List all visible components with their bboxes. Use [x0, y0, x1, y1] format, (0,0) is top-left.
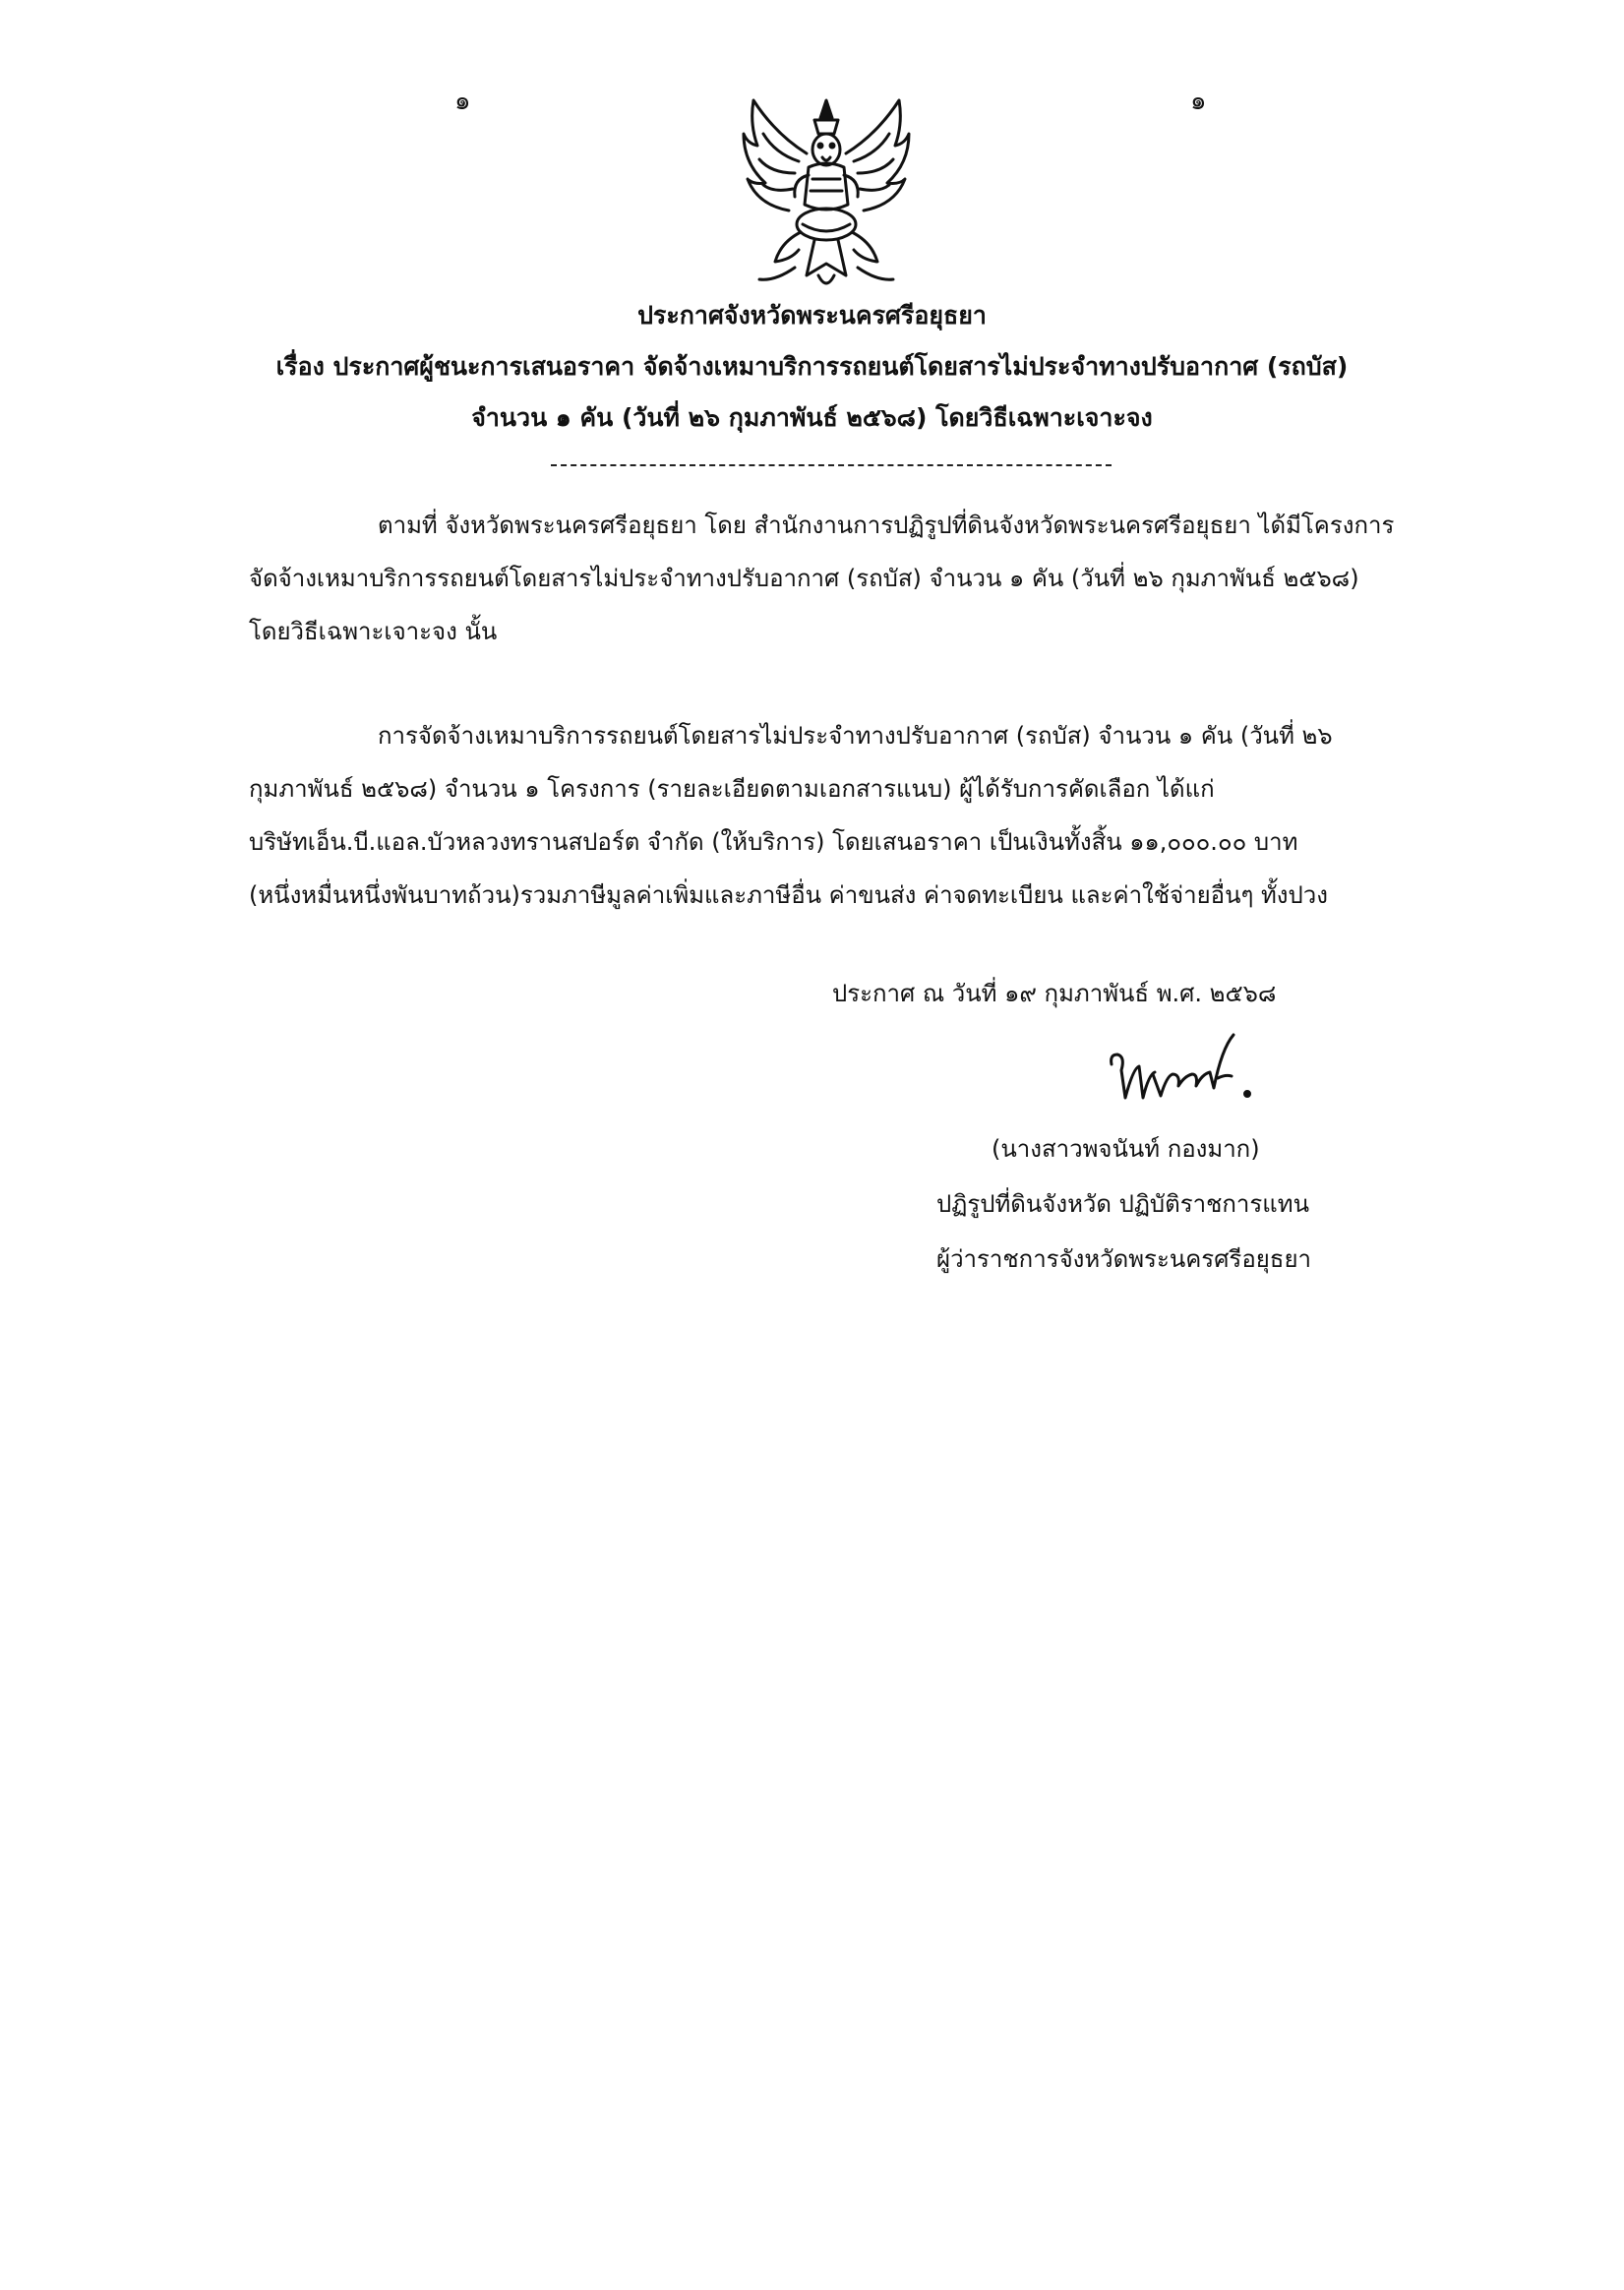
- para1-line-3: โดยวิธีเฉพาะเจาะจง นั้น: [249, 618, 498, 645]
- title-divider: [551, 464, 1112, 466]
- para1-line-1: ตามที่ จังหวัดพระนครศรีอยุธยา โดย สำนักงานการปฏิรูปที่ดินจังหวัดพระนครศรีอยุธยา ได้มีโครงการ: [378, 512, 1395, 539]
- document-subject-cont: จำนวน ๑ คัน (วันที่ ๒๖ กุมภาพันธ์ ๒๕๖๘) โดยวิธีเฉพาะเจาะจง: [471, 403, 1153, 432]
- signer-position-1: ปฏิรูปที่ดินจังหวัด ปฏิบัติราชการแทน: [936, 1190, 1309, 1218]
- signer-name: (นางสาวพจนันท์ กองมาก): [992, 1135, 1260, 1163]
- page-mark-right: ๑: [1190, 87, 1207, 116]
- para2-line-1: การจัดจ้างเหมาบริการรถยนต์โดยสารไม่ประจำทางปรับอากาศ (รถบัส) จำนวน ๑ คัน (วันที่ ๒๖: [378, 722, 1333, 750]
- handwritten-signature: [1104, 1029, 1257, 1108]
- para2-line-2: กุมภาพันธ์ ๒๕๖๘) จำนวน ๑ โครงการ (รายละเอียดตามเอกสารแนบ) ผู้ได้รับการคัดเลือก ได้แก่: [249, 775, 1215, 803]
- para2-line-4: (หนึ่งหมื่นหนึ่งพันบาทถ้วน)รวมภาษีมูลค่าเพิ่มและภาษีอื่น ค่าขนส่ง ค่าจดทะเบียน และค่าใช้จ่ายอื่นๆ ทั้งปวง: [249, 881, 1328, 909]
- signer-position-2: ผู้ว่าราชการจังหวัดพระนครศรีอยุธยา: [936, 1245, 1311, 1273]
- para2-line-3: บริษัทเอ็น.บี.แอล.บัวหลวงทรานสปอร์ต จำกัด (ให้บริการ) โดยเสนอราคา เป็นเงินทั้งสิ้น ๑๑,๐๐๐.๐๐ บาท: [249, 828, 1298, 856]
- document-subject: เรื่อง ประกาศผู้ชนะการเสนอราคา จัดจ้างเหมาบริการรถยนต์โดยสารไม่ประจำทางปรับอากาศ (รถบัส): [275, 352, 1349, 381]
- garuda-emblem-icon: [736, 94, 917, 297]
- document-title: ประกาศจังหวัดพระนครศรีอยุธยา: [637, 301, 987, 330]
- announce-date: ประกาศ ณ วันที่ ๑๙ กุมภาพันธ์ พ.ศ. ๒๕๖๘: [832, 980, 1277, 1007]
- para1-line-2: จัดจ้างเหมาบริการรถยนต์โดยสารไม่ประจำทางปรับอากาศ (รถบัส) จำนวน ๑ คัน (วันที่ ๒๖ กุมภาพันธ์ ๒๕๖๘): [249, 565, 1359, 592]
- page-mark-left: ๑: [454, 87, 471, 116]
